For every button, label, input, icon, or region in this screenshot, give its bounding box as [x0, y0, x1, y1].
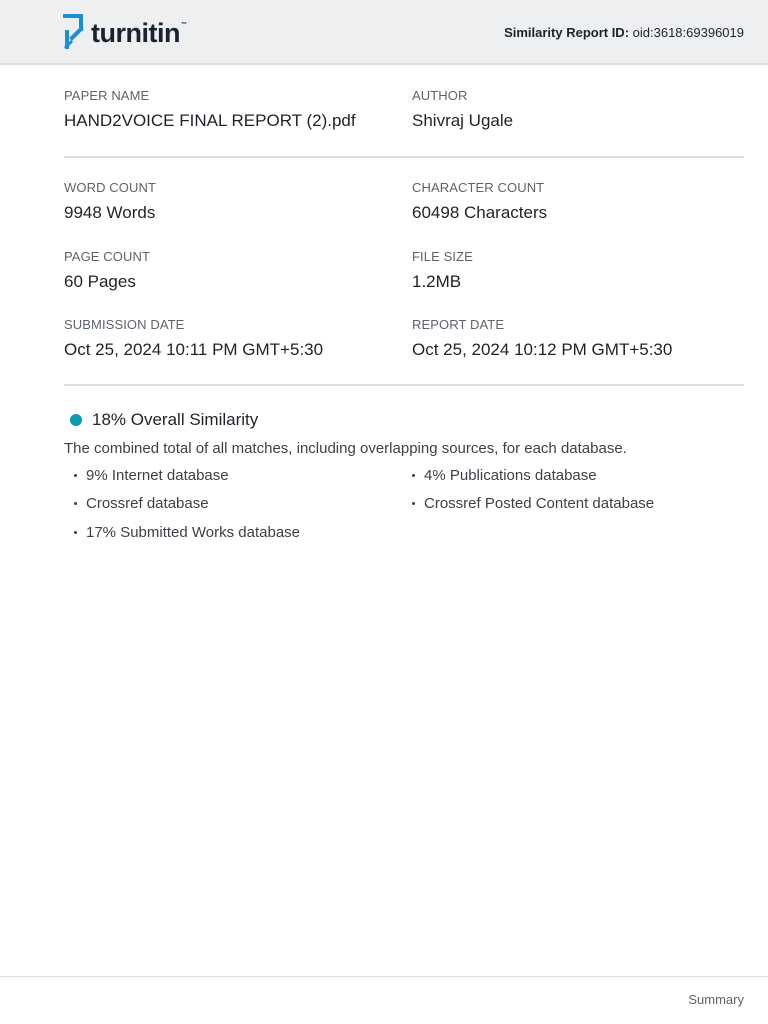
- character-count-field: [412, 180, 547, 223]
- page-count-value: 60 Pages: [64, 272, 136, 291]
- report-header: [0, 0, 768, 65]
- word-count-value: 9948 Words: [64, 203, 156, 222]
- turnitin-logo-icon: [62, 13, 86, 51]
- footer-divider: [0, 976, 768, 977]
- character-count-value: 60498 Characters: [412, 203, 548, 222]
- character-count-label: CHARACTER COUNT: [412, 180, 545, 195]
- bullet-icon: [412, 502, 415, 505]
- file-size-field: [412, 249, 473, 292]
- database-item-label: 9% Internet database: [86, 467, 229, 484]
- database-item-label: 17% Submitted Works database: [86, 524, 301, 541]
- divider-middle: [64, 384, 744, 386]
- database-item: [412, 467, 597, 484]
- file-size-label: FILE SIZE: [412, 249, 473, 264]
- paper-name-field: [64, 88, 356, 131]
- database-item: [74, 524, 300, 541]
- paper-name-label: PAPER NAME: [64, 88, 150, 103]
- file-size-value: 1.2MB: [412, 272, 462, 291]
- database-item: [74, 495, 209, 512]
- submission-date-label: SUBMISSION DATE: [64, 317, 185, 332]
- database-item: [74, 467, 229, 484]
- report-date-label: REPORT DATE: [412, 317, 505, 332]
- word-count-field: [64, 180, 156, 223]
- report-date-field: [412, 317, 672, 360]
- database-item: [412, 495, 654, 512]
- word-count-label: WORD COUNT: [64, 180, 156, 195]
- report-id-label: Similarity Report ID:: [504, 25, 630, 40]
- submission-date-value: Oct 25, 2024 10:11 PM GMT+5:30: [64, 340, 324, 359]
- author-value: Shivraj Ugale: [412, 111, 514, 130]
- author-field: [412, 88, 513, 131]
- bullet-icon: [412, 474, 415, 477]
- footer-summary-label: Summary: [688, 992, 744, 1007]
- similarity-report-id: [504, 25, 744, 40]
- bullet-icon: [74, 531, 77, 534]
- page-count-label: PAGE COUNT: [64, 249, 150, 264]
- report-date-value: Oct 25, 2024 10:12 PM GMT+5:30: [412, 340, 673, 359]
- bullet-icon: [74, 474, 77, 477]
- database-item-label: Crossref Posted Content database: [424, 495, 655, 512]
- submission-date-field: [64, 317, 323, 360]
- overall-similarity-heading: [70, 410, 258, 430]
- overall-similarity-text: 18% Overall Similarity: [92, 410, 259, 429]
- similarity-description: The combined total of all matches, including overlapping sources, for each database.: [64, 440, 627, 457]
- turnitin-logo[interactable]: [62, 13, 186, 51]
- author-label: AUTHOR: [412, 88, 468, 103]
- paper-name-value: HAND2VOICE FINAL REPORT (2).pdf: [64, 111, 356, 130]
- database-item-label: Crossref database: [86, 495, 209, 512]
- similarity-dot-icon: [70, 414, 82, 426]
- logo-wordmark: turnitin™: [91, 17, 187, 48]
- report-id-value: oid:3618:69396019: [632, 25, 744, 40]
- divider-top: [64, 156, 744, 158]
- bullet-icon: [74, 502, 77, 505]
- page-count-field: [64, 249, 150, 292]
- database-item-label: 4% Publications database: [424, 467, 597, 484]
